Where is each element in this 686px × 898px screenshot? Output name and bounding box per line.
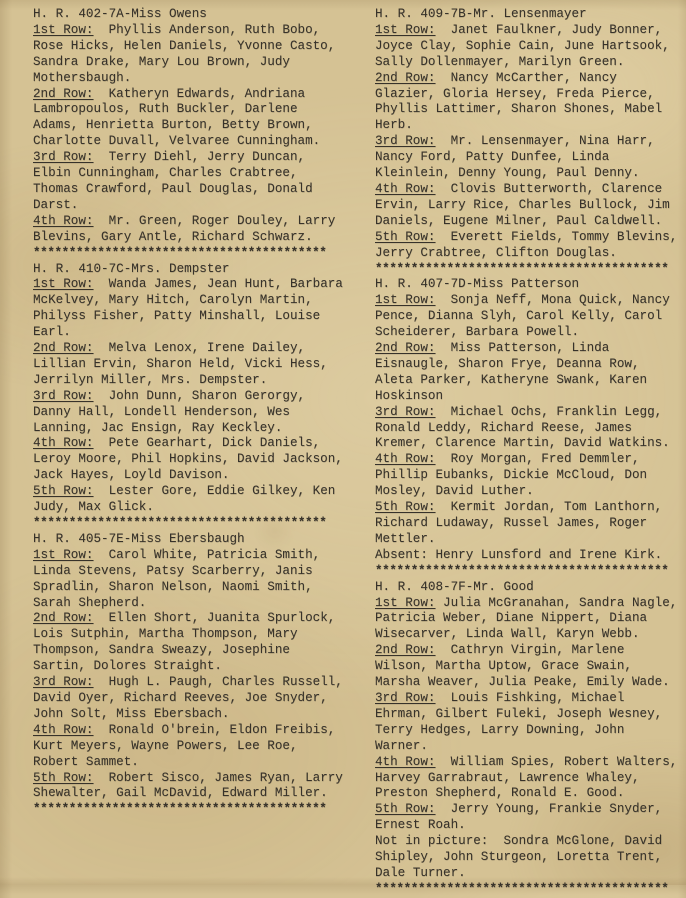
row-label: 1st Row:	[375, 595, 436, 610]
row-label: 1st Row:	[33, 547, 94, 562]
section-title: H. R. 402-7A-Miss Owens	[33, 7, 207, 21]
row-label: 4th Row:	[375, 181, 436, 196]
row-entry	[375, 500, 684, 548]
homeroom-section	[375, 580, 684, 898]
row-names: Robert Sisco, James Ryan, Larry Shewalter, Gail McDavid, Edward Miller.	[33, 770, 351, 801]
homeroom-section	[33, 262, 349, 532]
row-entry	[33, 23, 349, 87]
row-names: Jerry Young, Frankie Snyder, Ernest Roah.	[375, 802, 670, 833]
row-names: Wanda James, Jean Hunt, Barbara McKelvey, Mary Hitch, Carolyn Martin, Philyss Fisher, Patty Minshall, Louise Earl.	[33, 277, 351, 340]
section-title: H. R. 407-7D-Miss Patterson	[375, 277, 580, 292]
row-label: 1st Row:	[33, 277, 94, 292]
row-names: John Dunn, Sharon Gerorgy, Danny Hall, Londell Henderson, Wes Lanning, Jac Ensign, Ray Keckley.	[33, 388, 313, 435]
asterisk-divider: *****************************************	[375, 881, 669, 896]
row-names: Ellen Short, Juanita Spurlock, Lois Sutphin, Martha Thompson, Mary Thompson, Sandra Sweazy, Josephine Sartin, Dolores Straight.	[33, 611, 343, 674]
row-label: 2nd Row:	[33, 611, 94, 626]
row-entry	[375, 134, 684, 182]
row-names: Terry Diehl, Jerry Duncan, Elbin Cunningham, Charles Crabtree, Thomas Crawford, Paul Douglas, Donald Darst.	[33, 150, 321, 212]
row-entry	[375, 548, 684, 564]
row-label: 3rd Row:	[375, 134, 436, 149]
row-names: Melva Lenox, Irene Dailey, Lillian Ervin, Sharon Held, Vicki Hess, Jerrilyn Miller, Mrs. Dempster.	[33, 341, 336, 387]
row-label: 1st Row:	[375, 22, 436, 37]
row-label: 4th Row:	[375, 754, 436, 769]
row-names: Henry Lunsford and Irene Kirk.	[427, 547, 663, 562]
asterisk-divider: *****************************************	[375, 563, 669, 578]
section-title: H. R. 409-7B-Mr. Lensenmayer	[375, 7, 587, 21]
section-title: H. R. 410-7C-Mrs. Dempster	[33, 261, 230, 276]
right-column	[375, 7, 684, 898]
row-label: 2nd Row:	[375, 70, 436, 85]
row-names: Sondra McGlone, David Shipley, John Sturgeon, Loretta Trent, Dale Turner.	[375, 834, 670, 880]
row-label: 5th Row:	[375, 500, 436, 515]
asterisk-divider: *****************************************	[33, 802, 327, 817]
row-names: Louis Fishking, Michael Ehrman, Gilbert Fuleki, Joseph Wesney, Terry Hedges, Larry Downing, John Warner.	[375, 690, 670, 753]
row-entry	[375, 293, 684, 341]
asterisk-divider: *****************************************	[33, 516, 327, 530]
asterisk-divider: *****************************************	[33, 245, 327, 260]
row-entry	[33, 723, 349, 771]
row-entry	[375, 596, 684, 644]
row-label: 4th Row:	[33, 722, 94, 737]
section-title: H. R. 408-7F-Mr. Good	[375, 579, 534, 594]
row-label: 4th Row:	[33, 213, 94, 228]
row-label: 3rd Row:	[375, 690, 436, 705]
row-names: Hugh L. Paugh, Charles Russell, David Oyer, Richard Reeves, Joe Snyder, John Solt, Miss Ebersbach.	[33, 675, 351, 721]
row-label: 1st Row:	[375, 293, 436, 308]
row-label: 3rd Row:	[33, 150, 94, 165]
row-entry	[33, 277, 349, 341]
row-entry	[33, 675, 349, 723]
row-label: 5th Row:	[375, 229, 436, 244]
row-entry	[375, 834, 684, 882]
row-names: Katheryn Edwards, Andriana Lambropoulos, Ruth Buckler, Darlene Adams, Henrietta Burton, Betty Brown, Charlotte Duvall, Velvaree Cunningham.	[33, 86, 321, 149]
homeroom-section	[33, 7, 349, 262]
row-entry	[33, 548, 349, 612]
row-entry	[375, 405, 684, 453]
row-entry	[375, 802, 684, 834]
row-label: 4th Row:	[375, 452, 436, 467]
homeroom-section	[33, 532, 349, 818]
row-entry	[33, 436, 349, 484]
row-label: 2nd Row:	[375, 643, 436, 658]
row-entry	[375, 23, 684, 71]
row-names: Clovis Butterworth, Clarence Ervin, Larry Rice, Charles Bullock, Jim Daniels, Eugene Milner, Paul Caldwell.	[375, 181, 678, 228]
row-entry	[33, 341, 349, 389]
row-entry	[375, 452, 684, 500]
row-label: 4th Row:	[33, 436, 94, 451]
row-label: 5th Row:	[375, 802, 436, 817]
row-label: 2nd Row:	[33, 86, 94, 101]
row-names: Mr. Green, Roger Douley, Larry Blevins, Gary Antle, Richard Schwarz.	[33, 213, 343, 244]
row-names: Cathryn Virgin, Marlene Wilson, Martha Uptow, Grace Swain, Marsha Weaver, Julia Peake, Emily Wade.	[375, 643, 670, 690]
row-names: Kermit Jordan, Tom Lanthorn, Richard Ludaway, Russel James, Roger Mettler.	[375, 500, 670, 546]
row-entry	[33, 150, 349, 214]
row-entry	[375, 691, 684, 755]
row-names: Sonja Neff, Mona Quick, Nancy Pence, Dianna Slyh, Carol Kelly, Carol Scheiderer, Barbara Powell.	[375, 293, 678, 340]
row-names: Everett Fields, Tommy Blevins, Jerry Crabtree, Clifton Douglas.	[375, 229, 685, 260]
row-names: Carol White, Patricia Smith, Linda Stevens, Patsy Scarberry, Janis Spradlin, Sharon Nelson, Naomi Smith, Sarah Shepherd.	[33, 547, 328, 610]
row-entry	[375, 71, 684, 135]
row-names: Pete Gearhart, Dick Daniels, Leroy Moore, Phil Hopkins, David Jackson, Jack Hayes, Loyld Davison.	[33, 436, 351, 483]
asterisk-divider: *****************************************	[375, 261, 669, 276]
row-label: 3rd Row:	[33, 675, 94, 690]
row-names: Mr. Lensenmayer, Nina Harr, Nancy Ford, Patty Dunfee, Linda Kleinlein, Denny Young, Paul Denny.	[375, 134, 663, 181]
left-column	[33, 7, 349, 818]
row-entry	[375, 755, 684, 803]
row-entry	[33, 389, 349, 437]
homeroom-section	[375, 277, 684, 579]
row-entry	[33, 771, 349, 803]
row-entry	[33, 611, 349, 675]
row-entry	[33, 484, 349, 516]
row-names: Lester Gore, Eddie Gilkey, Ken Judy, Max Glick.	[33, 484, 343, 515]
row-label: 2nd Row:	[375, 341, 436, 356]
row-label: 3rd Row:	[375, 404, 436, 419]
row-entry	[375, 182, 684, 230]
row-entry	[33, 87, 349, 151]
row-label: 3rd Row:	[33, 388, 94, 403]
row-entry	[33, 214, 349, 246]
row-names: Roy Morgan, Fred Demmler, Phillip Eubanks, Dickie McCloud, Don Mosley, David Luther.	[375, 452, 655, 499]
row-names: Phyllis Anderson, Ruth Bobo, Rose Hicks, Helen Daniels, Yvonne Casto, Sandra Drake, Mary Lou Brown, Judy Mothersbaugh.	[33, 22, 343, 85]
row-names: Julia McGranahan, Sandra Nagle, Patricia Weber, Diane Nippert, Diana Wisecarver, Linda Wall, Karyn Webb.	[375, 595, 685, 642]
row-names: Nancy McCarther, Nancy Glazier, Gloria Hersey, Freda Pierce, Phyllis Lattimer, Sharon Shones, Mabel Herb.	[375, 70, 670, 133]
row-names: Michael Ochs, Franklin Legg, Ronald Leddy, Richard Reese, James Kremer, Clarence Martin, David Watkins.	[375, 404, 670, 451]
row-entry	[375, 341, 684, 405]
row-names: William Spies, Robert Walters, Harvey Garrabraut, Lawrence Whaley, Preston Shepherd, Ronald E. Good.	[375, 754, 685, 801]
row-names: Ronald O'brein, Eldon Freibis, Kurt Meyers, Wayne Powers, Lee Roe, Robert Sammet.	[33, 722, 343, 769]
row-entry	[375, 230, 684, 262]
row-label: Not in picture:	[375, 834, 489, 849]
row-label: 5th Row:	[33, 484, 94, 499]
homeroom-section	[375, 7, 684, 277]
row-label: 5th Row:	[33, 770, 94, 785]
row-label: 2nd Row:	[33, 341, 94, 356]
row-entry	[375, 643, 684, 691]
section-title: H. R. 405-7E-Miss Ebersbaugh	[33, 531, 245, 546]
row-label: 1st Row:	[33, 22, 94, 37]
row-names: Janet Faulkner, Judy Bonner, Joyce Clay, Sophie Cain, June Hartsook, Sally Dollenmayer, Marilyn Green.	[375, 22, 678, 69]
row-names: Miss Patterson, Linda Eisnaugle, Sharon Frye, Deanna Row, Aleta Parker, Katheryne Swank, Karen Hoskinson	[375, 341, 655, 403]
row-label: Absent:	[375, 547, 428, 562]
